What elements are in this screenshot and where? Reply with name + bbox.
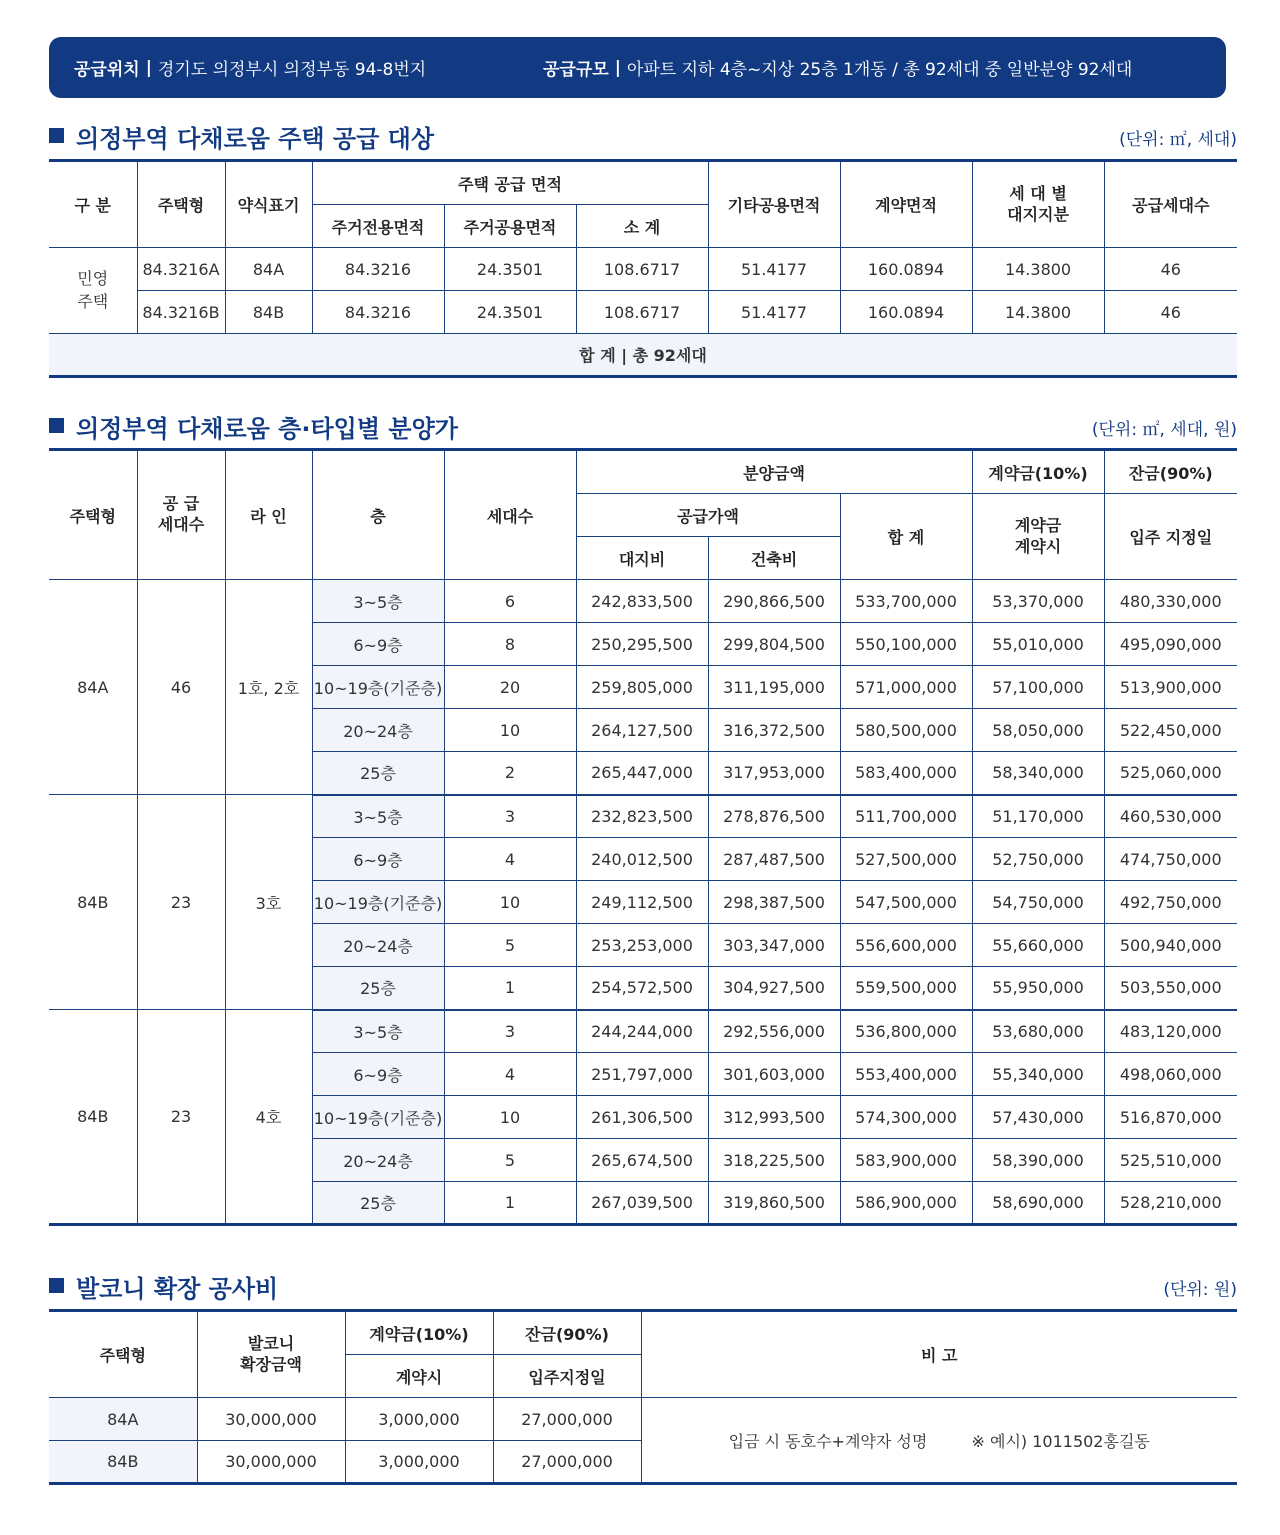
- cell: 24.3501: [444, 291, 576, 334]
- section-supply-target-header: [49, 116, 1237, 156]
- header-land: 대지비: [576, 537, 708, 580]
- cell: 254,572,500: [576, 967, 708, 1010]
- table-row: [49, 795, 1237, 838]
- bullet-square-icon: [49, 1278, 64, 1293]
- cell: 553,400,000: [840, 1053, 972, 1096]
- cell: 298,387,500: [708, 881, 840, 924]
- cell: 20~24층: [312, 709, 444, 752]
- cell: 265,447,000: [576, 752, 708, 795]
- cell: 46: [1104, 291, 1237, 334]
- cell: 25층: [312, 1182, 444, 1225]
- cell: 57,100,000: [972, 666, 1104, 709]
- header-land-share: 세 대 별 대지지분: [972, 161, 1104, 248]
- cell: 290,866,500: [708, 580, 840, 623]
- cell: 3~5층: [312, 1010, 444, 1053]
- cell: 10~19층(기준층): [312, 1096, 444, 1139]
- header-short: 약식표기: [225, 161, 312, 248]
- header-balance: 잔금(90%): [1104, 450, 1237, 494]
- cell: 480,330,000: [1104, 580, 1237, 623]
- cell: 14.3800: [972, 248, 1104, 291]
- header-division: 구 분: [49, 161, 137, 248]
- cell: 84.3216B: [137, 291, 225, 334]
- supply-info-banner: [49, 37, 1226, 98]
- note-cell: [641, 1398, 1237, 1484]
- supply-location-label: 공급위치: [74, 60, 140, 80]
- cell: 160.0894: [840, 248, 972, 291]
- cell: 4: [444, 1053, 576, 1096]
- cell: 3~5층: [312, 580, 444, 623]
- cell: 58,690,000: [972, 1182, 1104, 1225]
- cell: 10~19층(기준층): [312, 881, 444, 924]
- header-note: 비 고: [641, 1311, 1237, 1398]
- cell: 10: [444, 881, 576, 924]
- cell: 303,347,000: [708, 924, 840, 967]
- cell: 20: [444, 666, 576, 709]
- cell: 264,127,500: [576, 709, 708, 752]
- cell: 318,225,500: [708, 1139, 840, 1182]
- cell: 583,400,000: [840, 752, 972, 795]
- cell: 5: [444, 924, 576, 967]
- cell: 25층: [312, 967, 444, 1010]
- cell: 319,860,500: [708, 1182, 840, 1225]
- header-floor: 층: [312, 450, 444, 580]
- cell: 498,060,000: [1104, 1053, 1237, 1096]
- header-deposit: 계약금(10%): [345, 1311, 493, 1355]
- line-cell: 3호: [225, 795, 312, 1010]
- cell: 58,390,000: [972, 1139, 1104, 1182]
- cell: 3~5층: [312, 795, 444, 838]
- line-cell: 1호, 2호: [225, 580, 312, 795]
- cell: 3,000,000: [345, 1441, 493, 1484]
- cell: 84.3216A: [137, 248, 225, 291]
- cell: 527,500,000: [840, 838, 972, 881]
- line-cell: 4호: [225, 1010, 312, 1225]
- cell: 160.0894: [840, 291, 972, 334]
- cell: 4: [444, 838, 576, 881]
- cell: 46: [1104, 248, 1237, 291]
- cell: 25층: [312, 752, 444, 795]
- cell: 53,680,000: [972, 1010, 1104, 1053]
- cell: 249,112,500: [576, 881, 708, 924]
- cell: 250,295,500: [576, 623, 708, 666]
- header-households: 세대수: [444, 450, 576, 580]
- cell: 3: [444, 1010, 576, 1053]
- unit-label: (단위: ㎡, 세대): [1119, 130, 1237, 150]
- cell: 533,700,000: [840, 580, 972, 623]
- cell: 550,100,000: [840, 623, 972, 666]
- cell: 27,000,000: [493, 1441, 641, 1484]
- cell: 503,550,000: [1104, 967, 1237, 1010]
- supply-households-cell: 23: [137, 1010, 225, 1225]
- cell: 54,750,000: [972, 881, 1104, 924]
- cell: 58,050,000: [972, 709, 1104, 752]
- cell: 267,039,500: [576, 1182, 708, 1225]
- house-type-cell: 84A: [49, 580, 137, 795]
- header-contract-area: 계약면적: [840, 161, 972, 248]
- cell: 299,804,500: [708, 623, 840, 666]
- price-table: [49, 448, 1237, 1226]
- header-building: 건축비: [708, 537, 840, 580]
- cell: 84A: [225, 248, 312, 291]
- cell: 311,195,000: [708, 666, 840, 709]
- cell: 580,500,000: [840, 709, 972, 752]
- header-house-type: 주택형: [137, 161, 225, 248]
- note-text: 입금 시 동호수+계약자 성명: [728, 1431, 928, 1451]
- supply-scale-value: 아파트 지하 4층~지상 25층 1개동 / 총 92세대 중 일반분양 92세대: [626, 60, 1133, 80]
- header-other-common: 기타공용면적: [708, 161, 840, 248]
- header-total: 합 계: [840, 494, 972, 580]
- cell: 244,244,000: [576, 1010, 708, 1053]
- cell: 474,750,000: [1104, 838, 1237, 881]
- cell: 57,430,000: [972, 1096, 1104, 1139]
- house-type-cell: 84B: [49, 1010, 137, 1225]
- cell: 52,750,000: [972, 838, 1104, 881]
- cell: 278,876,500: [708, 795, 840, 838]
- cell: 522,450,000: [1104, 709, 1237, 752]
- cell: 1: [444, 967, 576, 1010]
- section-title: 의정부역 다채로움 주택 공급 대상: [76, 125, 434, 153]
- table-row: [49, 580, 1237, 623]
- table-row: [49, 291, 1237, 334]
- cell: 316,372,500: [708, 709, 840, 752]
- cell: 10~19층(기준층): [312, 666, 444, 709]
- section-title: 의정부역 다채로움 층·타입별 분양가: [76, 415, 458, 443]
- cell: 27,000,000: [493, 1398, 641, 1441]
- table-row: [49, 1010, 1237, 1053]
- cell: 500,940,000: [1104, 924, 1237, 967]
- cell: 583,900,000: [840, 1139, 972, 1182]
- cell: 265,674,500: [576, 1139, 708, 1182]
- header-balance-when: 입주 지정일: [1104, 494, 1237, 580]
- supply-scale-label: 공급규모: [543, 60, 609, 80]
- cell: 547,500,000: [840, 881, 972, 924]
- cell: 292,556,000: [708, 1010, 840, 1053]
- cell: 251,797,000: [576, 1053, 708, 1096]
- cell: 253,253,000: [576, 924, 708, 967]
- cell: 55,340,000: [972, 1053, 1104, 1096]
- cell: 574,300,000: [840, 1096, 972, 1139]
- supply-target-table: [49, 159, 1237, 378]
- header-common: 주거공용면적: [444, 205, 576, 248]
- header-supply-area: 주택 공급 면적: [312, 161, 708, 205]
- header-balance: 잔금(90%): [493, 1311, 641, 1355]
- cell: 317,953,000: [708, 752, 840, 795]
- cell: 84.3216: [312, 291, 444, 334]
- cell: 6~9층: [312, 1053, 444, 1096]
- cell: 6~9층: [312, 838, 444, 881]
- cell: 495,090,000: [1104, 623, 1237, 666]
- cell: 20~24층: [312, 1139, 444, 1182]
- bullet-square-icon: [49, 418, 64, 433]
- cell: 55,660,000: [972, 924, 1104, 967]
- header-supply-households: 공 급 세대수: [137, 450, 225, 580]
- cell: 20~24층: [312, 924, 444, 967]
- table-row: [49, 248, 1237, 291]
- cell: 10: [444, 1096, 576, 1139]
- header-deposit-when: 계약시: [345, 1355, 493, 1398]
- cell: 525,060,000: [1104, 752, 1237, 795]
- cell: 58,340,000: [972, 752, 1104, 795]
- cell: 55,950,000: [972, 967, 1104, 1010]
- section-balcony-header: [49, 1266, 1237, 1306]
- cell: 14.3800: [972, 291, 1104, 334]
- cell: 516,870,000: [1104, 1096, 1237, 1139]
- supply-scale: [543, 55, 1132, 80]
- cell: 492,750,000: [1104, 881, 1237, 924]
- cell: 6: [444, 580, 576, 623]
- unit-label: (단위: 원): [1163, 1280, 1237, 1300]
- cell: 30,000,000: [197, 1441, 345, 1484]
- cell: 513,900,000: [1104, 666, 1237, 709]
- cell: 51.4177: [708, 248, 840, 291]
- cell: 5: [444, 1139, 576, 1182]
- cell: 2: [444, 752, 576, 795]
- header-amount: 발코니 확장금액: [197, 1311, 345, 1398]
- divider: |: [614, 57, 621, 78]
- total-cell: 합 계 | 총 92세대: [49, 334, 1237, 377]
- cell: 1: [444, 1182, 576, 1225]
- section-title: 발코니 확장 공사비: [76, 1275, 279, 1303]
- section-price-header: [49, 406, 1237, 446]
- cell: 84.3216: [312, 248, 444, 291]
- cell: 571,000,000: [840, 666, 972, 709]
- cell: 304,927,500: [708, 967, 840, 1010]
- note-example: ※ 예시) 1011502홍길동: [971, 1431, 1150, 1451]
- cell: 301,603,000: [708, 1053, 840, 1096]
- cell: 261,306,500: [576, 1096, 708, 1139]
- bullet-square-icon: [49, 128, 64, 143]
- cell: 525,510,000: [1104, 1139, 1237, 1182]
- header-deposit-when: 계약금 계약시: [972, 494, 1104, 580]
- cell: 10: [444, 709, 576, 752]
- cell: 51,170,000: [972, 795, 1104, 838]
- header-households: 공급세대수: [1104, 161, 1237, 248]
- cell: 24.3501: [444, 248, 576, 291]
- cell: 287,487,500: [708, 838, 840, 881]
- header-exclusive: 주거전용면적: [312, 205, 444, 248]
- cell: 242,833,500: [576, 580, 708, 623]
- cell: 511,700,000: [840, 795, 972, 838]
- total-row: [49, 334, 1237, 377]
- division-cell: 민영 주택: [49, 248, 137, 334]
- house-type-cell: 84B: [49, 795, 137, 1010]
- supply-households-cell: 23: [137, 795, 225, 1010]
- unit-label: (단위: ㎡, 세대, 원): [1091, 420, 1237, 440]
- cell: 84A: [49, 1398, 197, 1441]
- cell: 556,600,000: [840, 924, 972, 967]
- header-balance-when: 입주지정일: [493, 1355, 641, 1398]
- cell: 528,210,000: [1104, 1182, 1237, 1225]
- header-house-type: 주택형: [49, 1311, 197, 1398]
- header-house-type: 주택형: [49, 450, 137, 580]
- header-deposit: 계약금(10%): [972, 450, 1104, 494]
- cell: 108.6717: [576, 248, 708, 291]
- cell: 586,900,000: [840, 1182, 972, 1225]
- balcony-table: [49, 1309, 1237, 1485]
- supply-location-value: 경기도 의정부시 의정부동 94-8번지: [157, 60, 427, 80]
- cell: 312,993,500: [708, 1096, 840, 1139]
- cell: 3,000,000: [345, 1398, 493, 1441]
- table-row: [49, 1398, 1237, 1441]
- header-line: 라 인: [225, 450, 312, 580]
- cell: 240,012,500: [576, 838, 708, 881]
- header-supply-price: 공급가액: [576, 494, 840, 537]
- cell: 53,370,000: [972, 580, 1104, 623]
- cell: 559,500,000: [840, 967, 972, 1010]
- cell: 6~9층: [312, 623, 444, 666]
- cell: 259,805,000: [576, 666, 708, 709]
- cell: 55,010,000: [972, 623, 1104, 666]
- cell: 51.4177: [708, 291, 840, 334]
- cell: 84B: [49, 1441, 197, 1484]
- cell: 460,530,000: [1104, 795, 1237, 838]
- cell: 483,120,000: [1104, 1010, 1237, 1053]
- header-subtotal: 소 계: [576, 205, 708, 248]
- cell: 84B: [225, 291, 312, 334]
- supply-households-cell: 46: [137, 580, 225, 795]
- cell: 536,800,000: [840, 1010, 972, 1053]
- cell: 3: [444, 795, 576, 838]
- cell: 8: [444, 623, 576, 666]
- cell: 232,823,500: [576, 795, 708, 838]
- cell: 30,000,000: [197, 1398, 345, 1441]
- divider: |: [145, 57, 152, 78]
- cell: 108.6717: [576, 291, 708, 334]
- supply-location: [74, 55, 426, 80]
- header-sale-price: 분양금액: [576, 450, 972, 494]
